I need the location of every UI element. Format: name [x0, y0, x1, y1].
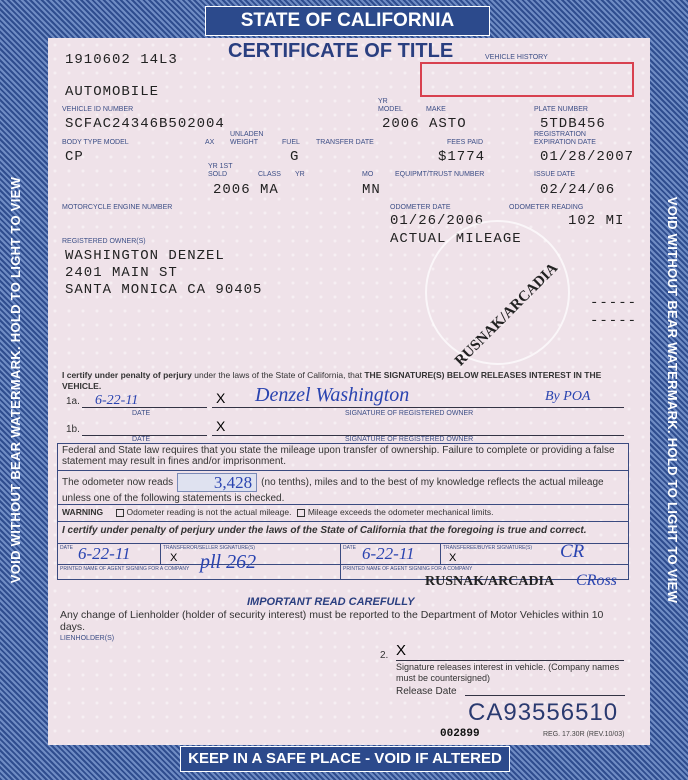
yr-label: YR — [378, 98, 388, 105]
opt-not-actual: Odometer reading is not the actual mileage. — [126, 507, 292, 517]
registration-label: REGISTRATION — [534, 131, 586, 138]
odometer-reading-field[interactable]: 3,428 — [177, 473, 257, 492]
fees-value: $1774 — [438, 149, 486, 165]
fees-label: FEES PAID — [447, 139, 484, 146]
checkbox-not-actual[interactable] — [116, 509, 124, 517]
plate-label: PLATE NUMBER — [534, 106, 588, 113]
warning-row — [62, 507, 494, 517]
seller-x: X — [170, 552, 178, 564]
class-label: CLASS — [258, 171, 281, 178]
odometer-certify: I certify under penalty of perjury under the laws of the State of California that the foregoing is true and correct. — [62, 525, 587, 536]
reads-pre: The odometer now reads — [62, 477, 174, 489]
yr2-label: YR — [295, 171, 305, 178]
lien-sig-text: Signature releases interest in vehicle. (Company names must be countersigned) — [396, 662, 620, 683]
signature-1a[interactable]: Denzel Washington — [255, 384, 410, 406]
odo-reading-value: 102 MI — [568, 213, 625, 229]
buyer-agent-label: PRINTED NAME OF AGENT SIGNING FOR A COMPANY — [343, 566, 473, 572]
owner-name: WASHINGTON DENZEL — [65, 248, 225, 264]
seller-sig-label: TRANSFEROR/SELLER SIGNATURE(S) — [163, 545, 255, 551]
ax-label: AX — [205, 139, 215, 146]
vehicle-history-box — [420, 62, 634, 97]
dashes-1: ----- — [590, 295, 638, 311]
x-1a: X — [216, 390, 226, 406]
vehicle-history-label: VEHICLE HISTORY — [485, 54, 548, 61]
buyer-agent-name[interactable]: CRoss — [576, 572, 617, 589]
issue-label: ISSUE DATE — [534, 171, 576, 178]
release-date-label: Release Date — [396, 686, 457, 697]
mo-label: MO — [362, 171, 374, 178]
seller-date-label: DATE — [60, 545, 73, 551]
opt-exceeds: Mileage exceeds the odometer mechanical limits. — [307, 507, 494, 517]
equip-label: EQUIPMT/TRUST NUMBER — [395, 171, 485, 178]
vin-value: SCFAC24346B502004 — [65, 116, 225, 132]
important-heading: IMPORTANT READ CAREFULLY — [247, 596, 415, 608]
buyer-agent-stamp: RUSNAK/ARCADIA — [425, 574, 555, 589]
owner-city: SANTA MONICA CA 90405 — [65, 282, 263, 298]
federal-notice: Federal and State law requires that you state the mileage upon transfer of ownership. Failure to complete or providing a false statement may result in fines and/or imprisonment. — [62, 445, 615, 467]
record-id: 1910602 14L3 — [65, 52, 178, 68]
line-2-label: 2. — [380, 650, 389, 661]
side-text-right: VOID WITHOUT BEAR WATERMARK. HOLD TO LIGHT TO VIEW — [665, 196, 680, 604]
certify-caps: THE SIGNATURE(S) BELOW RELEASES INTEREST IN THE VEHICLE. — [62, 370, 602, 391]
buyer-signature[interactable]: CR — [560, 541, 585, 562]
sig-owner-label-1b: SIGNATURE OF REGISTERED OWNER — [345, 436, 474, 443]
odo-date-value: 01/26/2006 — [390, 213, 485, 229]
sold-class-value: 2006 MA — [213, 182, 279, 198]
weight-label: WEIGHT — [230, 139, 258, 146]
seller-agent-label: PRINTED NAME OF AGENT SIGNING FOR A COMPANY — [60, 566, 190, 572]
date-1a[interactable]: 6-22-11 — [95, 393, 139, 408]
line-1a-label: 1a. — [66, 396, 80, 407]
expiration-value: 01/28/2007 — [540, 149, 635, 165]
transfer-date-label: TRANSFER DATE — [316, 139, 374, 146]
footer-banner: KEEP IN A SAFE PLACE - VOID IF ALTERED — [180, 746, 510, 772]
odometer-statement — [62, 473, 627, 505]
fuel-value: G — [290, 149, 300, 165]
mo-value: MN — [362, 182, 381, 198]
line-1b-label: 1b. — [66, 424, 80, 435]
body-value: CP — [65, 149, 84, 165]
certify-bold: I certify under penalty of perjury — [62, 370, 192, 380]
odo-reading-label: ODOMETER READING — [509, 204, 584, 211]
x-2: X — [396, 642, 407, 659]
plate-value: 5TDB456 — [540, 116, 606, 132]
vin-label: VEHICLE ID NUMBER — [62, 106, 134, 113]
model-label: MODEL — [378, 106, 403, 113]
year-make-value: 2006 ASTO — [382, 116, 467, 132]
form-number: REG. 17.30R (REV.10/03) — [543, 731, 625, 738]
mileage-status: ACTUAL MILEAGE — [390, 231, 522, 247]
owners-label: REGISTERED OWNER(S) — [62, 238, 146, 245]
lien-notice: Any change of Lienholder (holder of security interest) must be reported to the Department of Motor Vehicles within 10 days. — [60, 609, 604, 633]
side-text-left: VOID WITHOUT BEAR WATERMARK. HOLD TO LIGHT TO VIEW — [8, 176, 23, 584]
state-banner: STATE OF CALIFORNIA — [205, 6, 490, 36]
buyer-sig-label: TRANSFEREE/BUYER SIGNATURE(S) — [443, 545, 533, 551]
checkbox-exceeds[interactable] — [297, 509, 305, 517]
buyer-date[interactable]: 6-22-11 — [362, 544, 415, 563]
seller-date[interactable]: 6-22-11 — [78, 544, 131, 563]
issue-value: 02/24/06 — [540, 182, 616, 198]
certify-mid: under the laws of the State of California, that — [191, 370, 365, 380]
lienholders-label: LIENHOLDER(S) — [60, 635, 115, 642]
reads-post: (no tenths), miles and to the best of my knowledge reflects the actual mileage unless one of the following statements is checked. — [62, 477, 604, 504]
state-seal — [425, 220, 570, 365]
date-label-1b: DATE — [132, 436, 151, 443]
buyer-date-label: DATE — [343, 545, 356, 551]
date-label-1a: DATE — [132, 410, 151, 417]
expiration-label: EXPIRATION DATE — [534, 139, 596, 146]
sold-label: SOLD — [208, 171, 228, 178]
poa-note: By POA — [545, 389, 591, 404]
vehicle-type: AUTOMOBILE — [65, 84, 160, 100]
buyer-x: X — [449, 552, 457, 564]
owner-street: 2401 MAIN ST — [65, 265, 178, 281]
dashes-2: ----- — [590, 313, 638, 329]
moto-label: MOTORCYCLE ENGINE NUMBER — [62, 204, 173, 211]
x-1b: X — [216, 418, 226, 434]
fuel-label: FUEL — [282, 139, 300, 146]
body-label: BODY TYPE MODEL — [62, 139, 129, 146]
unladen-label: UNLADEN — [230, 131, 264, 138]
sig-owner-label-1a: SIGNATURE OF REGISTERED OWNER — [345, 410, 474, 417]
dealer-stamp: RUSNAK/ARCADIA — [452, 260, 562, 370]
yr1st-label: YR 1ST — [208, 163, 233, 170]
warning-label: WARNING — [62, 507, 104, 517]
odo-date-label: ODOMETER DATE — [390, 204, 451, 211]
seller-signature[interactable]: pll 262 — [200, 551, 257, 573]
document-title: CERTIFICATE OF TITLE — [228, 40, 454, 62]
make-label: MAKE — [426, 106, 446, 113]
serial-number: CA93556510 — [468, 699, 619, 726]
control-number: 002899 — [440, 728, 480, 740]
